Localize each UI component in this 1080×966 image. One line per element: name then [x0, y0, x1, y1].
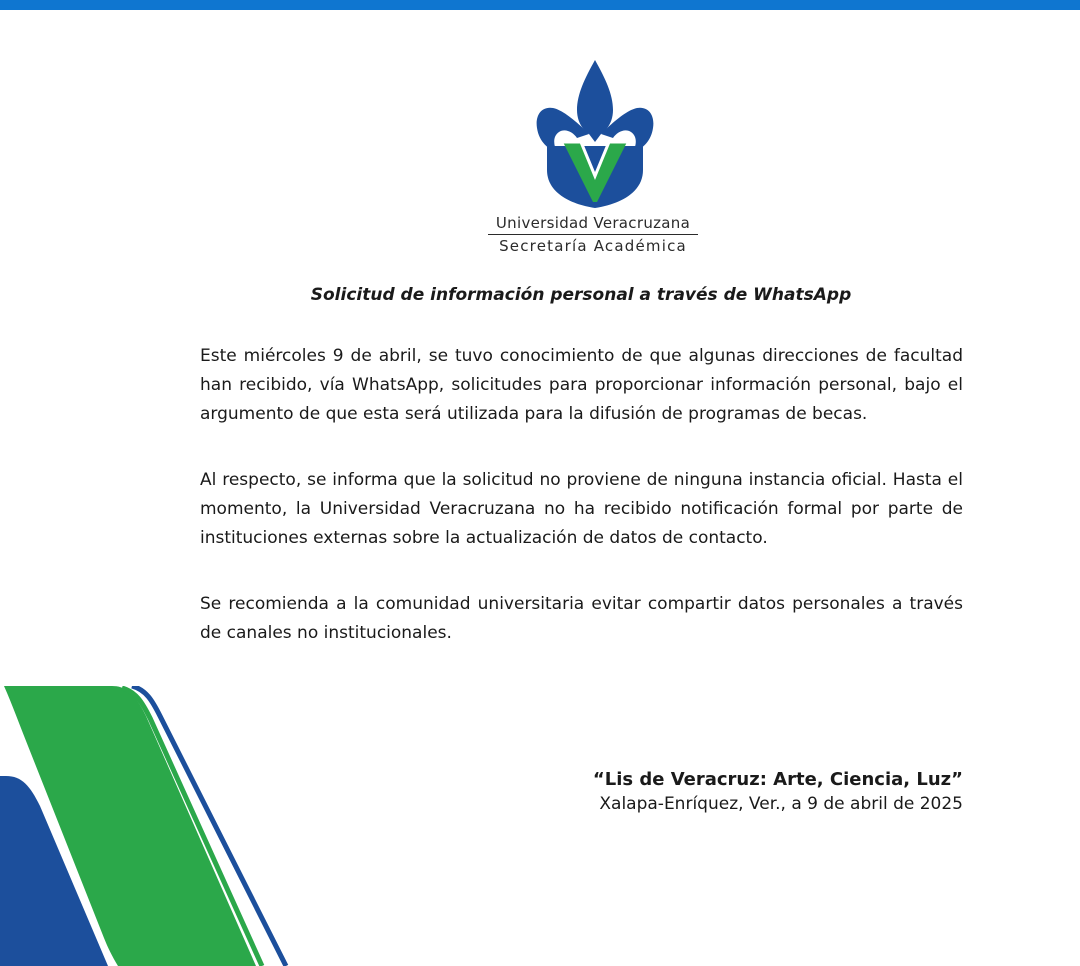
paragraph-1: Este miércoles 9 de abril, se tuvo conocimiento de que algunas direcciones de facultad han recibido, vía WhatsApp, solicitudes para proporcionar información personal, bajo el argumento de que esta será utilizada para la difusión de programas de becas.: [200, 346, 963, 424]
logo-department-name: Secretaría Académica: [499, 237, 687, 255]
paragraph-2: Al respecto, se informa que la solicitud no proviene de ninguna instancia oficial. Hasta el momento, la Universidad Veracruzana no ha recibido notificación formal por parte de instituciones externas sobre la actualización de datos de contacto.: [200, 470, 963, 548]
logo-wordmark: [488, 214, 698, 255]
document-title: Solicitud de información personal a través de WhatsApp: [310, 285, 852, 305]
decorative-stripes: [0, 686, 290, 966]
place-and-date: Xalapa-Enríquez, Ver., a 9 de abril de 2025: [599, 794, 963, 814]
paragraph-3: Se recomienda a la comunidad universitaria evitar compartir datos personales a través de canales no institucionales.: [200, 594, 963, 643]
signature-block: [593, 767, 963, 817]
top-accent-bar: [0, 0, 1080, 10]
motto: “Lis de Veracruz: Arte, Ciencia, Luz”: [592, 769, 963, 790]
logo-university-name: Universidad Veracruzana: [488, 214, 698, 235]
fleur-de-lis-v-icon: [533, 58, 657, 210]
